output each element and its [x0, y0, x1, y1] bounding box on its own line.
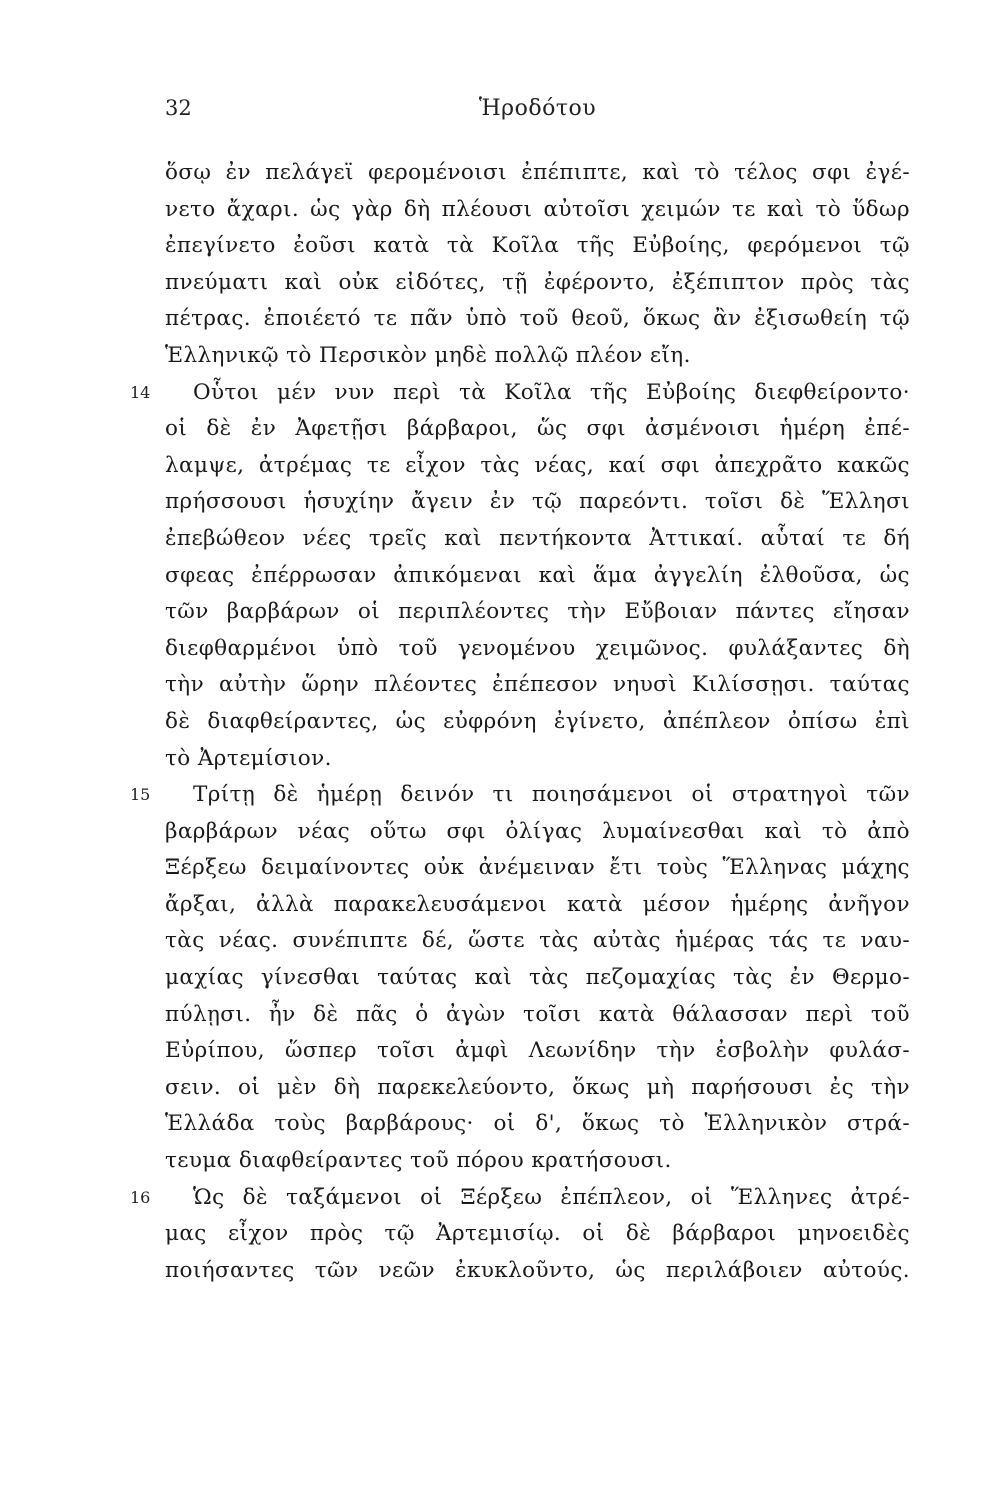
text-line — [165, 1033, 910, 1070]
text-line — [165, 265, 910, 302]
line-text: οἱ δὲ ἐν Ἀφετῇσι βάρβαροι, ὥς σφι ἀσμένοισι ἡμέρη ἐπέ- — [165, 416, 910, 442]
line-text: μαχίας γίνεσθαι ταύτας καὶ τὰς πεζομαχίας τὰς ἐν Θερμο- — [165, 965, 910, 991]
text-line — [165, 228, 910, 265]
line-text: Εὐρίπου, ὥσπερ τοῖσι ἀμφὶ Λεωνίδην τὴν ἐσβολὴν φυλάσ- — [165, 1038, 910, 1064]
line-text: ποιήσαντες τῶν νεῶν ἐκυκλοῦντο, ὡς περιλάβοιεν αὐτούς. — [165, 1257, 910, 1283]
line-text: ἐπεγίνετο ἐοῦσι κατὰ τὰ Κοῖλα τῆς Εὐβοίης, φερόμενοι τῷ — [165, 233, 910, 259]
line-text: σειν. οἱ μὲν δὴ παρεκελεύοντο, ὅκως μὴ παρήσουσι ἐς τὴν — [165, 1074, 910, 1100]
line-text: τὴν αὐτὴν ὥρην πλέοντες ἐπέπεσον νηυσὶ Κιλίσσῃσι. ταύτας — [165, 672, 910, 698]
line-text: Ξέρξεω δειμαίνοντες οὐκ ἀνέμειναν ἔτι τοὺς Ἕλληνας μάχης — [165, 855, 910, 881]
line-text: πέτρας. ἐποιέετό τε πᾶν ὑπὸ τοῦ θεοῦ, ὅκως ἂν ἐξισωθείη τῷ — [165, 306, 910, 332]
text-line — [165, 667, 910, 704]
text-line — [165, 741, 910, 778]
line-text: Τρίτῃ δὲ ἡμέρῃ δεινόν τι ποιησάμενοι οἱ στρατηγοὶ τῶν — [193, 782, 910, 808]
line-text: ἄρξαι, ἀλλὰ παρακελευσάμενοι κατὰ μέσον ἡμέρης ἀνῆγον — [165, 891, 910, 917]
text-line — [165, 521, 910, 558]
line-text: πνεύματι καὶ οὐκ εἰδότες, τῇ ἐφέροντο, ἐξέπιπτον πρὸς τὰς — [165, 269, 910, 295]
text-line — [130, 777, 910, 814]
line-text: λαμψε, ἀτρέμας τε εἶχον τὰς νέας, καί σφι ἀπεχρᾶτο κακῶς — [165, 452, 910, 478]
text-line — [165, 1216, 910, 1253]
line-text: πύλῃσι. ἦν δὲ πᾶς ὁ ἀγὼν τοῖσι κατὰ θάλασσαν περὶ τοῦ — [165, 1001, 910, 1027]
text-line — [165, 631, 910, 668]
line-text: ὅσῳ ἐν πελάγεϊ φερομένοισι ἐπέπιπτε, καὶ τὸ τέλος σφι ἐγέ- — [165, 160, 910, 185]
text-line — [165, 1106, 910, 1143]
text-line — [165, 484, 910, 521]
page-header — [165, 96, 910, 130]
text-line — [130, 375, 910, 412]
line-text: τὸ Ἀρτεμίσιον. — [165, 745, 332, 771]
text-line — [165, 1143, 910, 1180]
line-text: τῶν βαρβάρων οἱ περιπλέοντες τὴν Εὔβοιαν πάντες εἴησαν — [165, 599, 910, 625]
line-text: Ἑλληνικῷ τὸ Περσικὸν μηδὲ πολλῷ πλέον εἴη. — [165, 342, 691, 368]
text-line — [165, 448, 910, 485]
text-line — [165, 192, 910, 229]
line-text: Ὡς δὲ ταξάμενοι οἱ Ξέρξεω ἐπέπλεον, οἱ Ἕλληνες ἀτρέ- — [193, 1184, 910, 1210]
page-number: 32 — [165, 96, 192, 120]
line-text: βαρβάρων νέας οὕτω σφι ὀλίγας λυμαίνεσθαι καὶ τὸ ἀπὸ — [165, 818, 910, 844]
line-text: τὰς νέας. συνέπιπτε δέ, ὥστε τὰς αὐτὰς ἡμέρας τάς τε ναυ- — [165, 928, 910, 954]
line-text: πρήσσουσι ἡσυχίην ἄγειν ἐν τῷ παρεόντι. τοῖσι δὲ Ἕλλησι — [165, 489, 910, 515]
line-text: σφεας ἐπέρρωσαν ἀπικόμεναι καὶ ἅμα ἀγγελίη ἐλθοῦσα, ὡς — [165, 562, 910, 588]
line-text: διεφθαρμένοι ὑπὸ τοῦ γενομένου χειμῶνος. φυλάξαντες δὴ — [165, 635, 910, 661]
line-text: ἐπεβώθεον νέες τρεῖς καὶ πεντήκοντα Ἀττικαί. αὗταί τε δή — [165, 525, 910, 551]
line-text: τευμα διαφθείραντες τοῦ πόρου κρατήσουσι. — [165, 1148, 672, 1174]
text-line — [165, 850, 910, 887]
line-text: Ἑλλάδα τοὺς βαρβάρους· οἱ δ', ὅκως τὸ Ἑλληνικὸν στρά- — [165, 1111, 910, 1137]
text-line — [165, 1253, 910, 1290]
text-line — [165, 704, 910, 741]
body-text — [130, 155, 910, 1289]
line-text: μας εἶχον πρὸς τῷ Ἀρτεμισίῳ. οἱ δὲ βάρβαροι μηνοειδὲς — [165, 1221, 910, 1247]
text-line — [165, 887, 910, 924]
text-line — [165, 594, 910, 631]
running-title: Ἡροδότου — [478, 96, 597, 121]
text-line — [130, 1180, 910, 1217]
section-number: 16 — [130, 1187, 151, 1207]
line-text: Οὗτοι μέν νυν περὶ τὰ Κοῖλα τῆς Εὐβοίης διεφθείροντο· — [193, 379, 910, 405]
text-line — [165, 997, 910, 1034]
text-line — [165, 923, 910, 960]
text-line — [165, 338, 910, 375]
text-line — [165, 411, 910, 448]
text-line — [165, 155, 910, 192]
section-number: 15 — [130, 785, 151, 805]
text-line — [165, 960, 910, 997]
text-line — [165, 1070, 910, 1107]
line-text: νετο ἄχαρι. ὡς γὰρ δὴ πλέουσι αὐτοῖσι χειμών τε καὶ τὸ ὕδωρ — [165, 196, 910, 222]
text-line — [165, 814, 910, 851]
text-line — [165, 558, 910, 595]
text-line — [165, 301, 910, 338]
section-number: 14 — [130, 382, 151, 402]
line-text: δὲ διαφθείραντες, ὡς εὐφρόνη ἐγίνετο, ἀπέπλεον ὀπίσω ἐπὶ — [165, 708, 910, 734]
